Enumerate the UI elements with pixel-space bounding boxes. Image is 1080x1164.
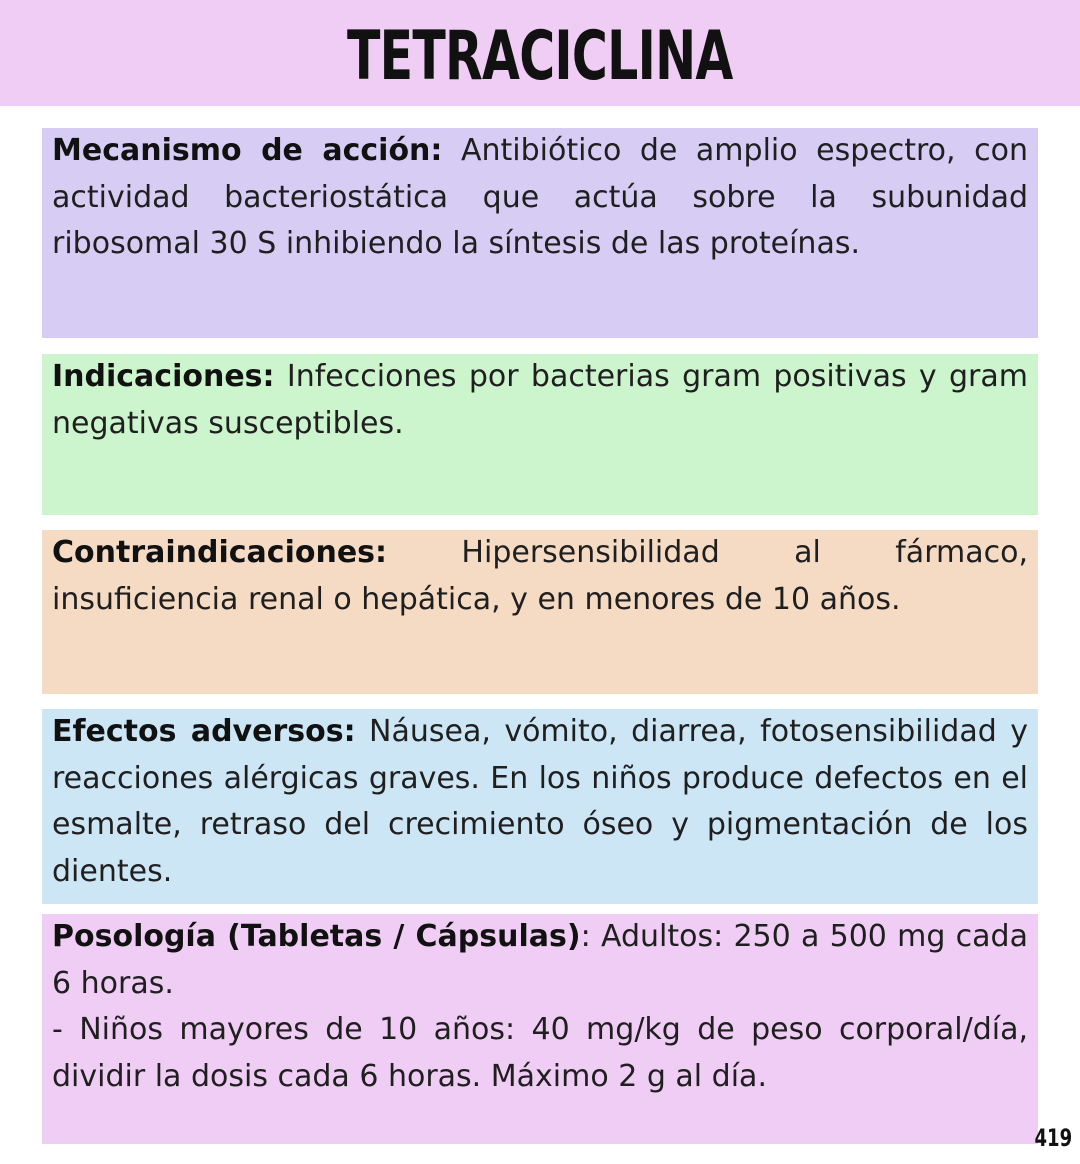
section-label: Contraindicaciones: <box>52 535 388 570</box>
section-text: : Adultos: 250 a 500 mg cada 6 horas. <box>52 919 1028 1001</box>
page-title: TETRACICLINA <box>347 17 733 96</box>
section-text-2: - Niños mayores de 10 años: 40 mg/kg de peso corporal/día, dividir la dosis cada 6 horas. Máximo 2 g al día. <box>52 1012 1028 1094</box>
section-label: Efectos adversos: <box>52 714 356 749</box>
section-label: Posología (Tabletas / Cápsulas) <box>52 919 581 954</box>
section-mecanismo <box>42 128 1038 338</box>
section-posologia <box>42 914 1038 1144</box>
section-label: Indicaciones: <box>52 359 275 394</box>
page-number: 419 <box>1034 1124 1072 1152</box>
section-text: Náusea, vómito, diarrea, fotosensibilidad y reacciones alérgicas graves. En los niños produce defectos en el esmalte, retraso del crecimiento óseo y pigmentación de los dientes. <box>52 714 1028 889</box>
title-bar <box>0 0 1080 106</box>
section-label: Mecanismo de acción: <box>52 133 443 168</box>
section-indicaciones <box>42 354 1038 515</box>
section-text: Antibiótico de amplio espectro, con actividad bacteriostática que actúa sobre la subunidad ribosomal 30 S inhibiendo la síntesis de las proteínas. <box>52 133 1028 261</box>
section-efectos-adversos <box>42 709 1038 904</box>
section-text: Hipersensibilidad al fármaco, insuficiencia renal o hepática, y en menores de 10 años. <box>52 535 1028 617</box>
section-contraindicaciones <box>42 530 1038 694</box>
section-text: Infecciones por bacterias gram positivas y gram negativas susceptibles. <box>52 359 1028 441</box>
